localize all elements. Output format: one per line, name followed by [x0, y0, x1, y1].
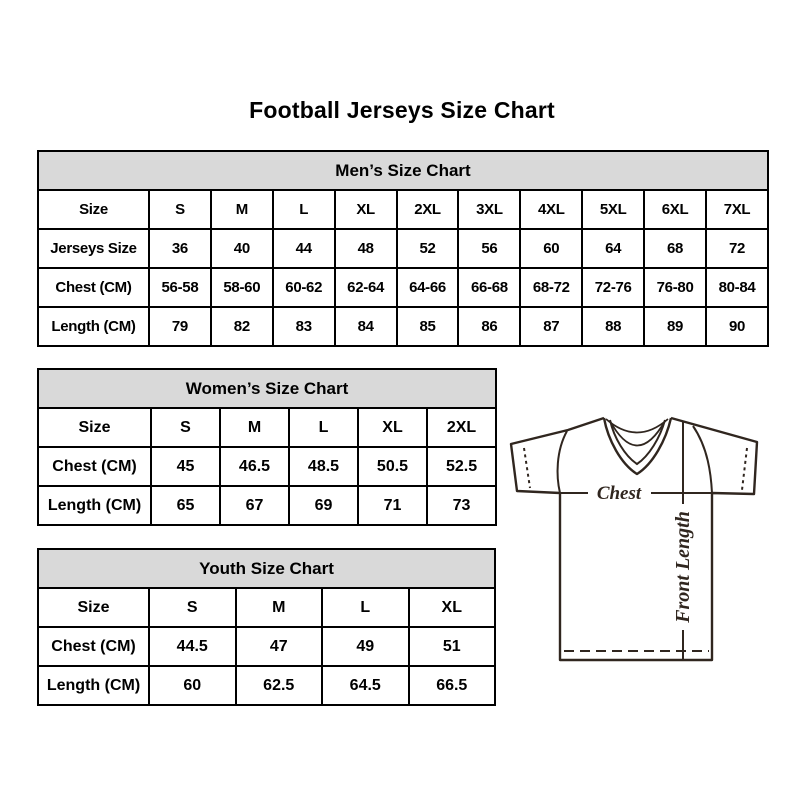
data-cell: 72: [706, 229, 768, 268]
data-cell: 66.5: [409, 666, 496, 705]
data-cell: 44.5: [149, 627, 236, 666]
data-cell: 89: [644, 307, 706, 346]
data-cell: 60-62: [273, 268, 335, 307]
data-cell: 88: [582, 307, 644, 346]
row-header-cell: Length (CM): [38, 486, 151, 525]
data-cell: 69: [289, 486, 358, 525]
table-title-row: [38, 549, 495, 588]
table-row: [38, 486, 496, 525]
data-cell: 71: [358, 486, 427, 525]
data-cell: 68: [644, 229, 706, 268]
data-cell: 76-80: [644, 268, 706, 307]
table-row: [38, 588, 495, 627]
size-table: [37, 368, 497, 526]
data-cell: 48.5: [289, 447, 358, 486]
table-title-row: [38, 369, 496, 408]
data-cell: M: [220, 408, 289, 447]
data-cell: 56-58: [149, 268, 211, 307]
jersey-measurement-diagram: [504, 406, 770, 668]
data-cell: 58-60: [211, 268, 273, 307]
table-title: Men’s Size Chart: [38, 151, 768, 190]
data-cell: 48: [335, 229, 397, 268]
data-cell: 46.5: [220, 447, 289, 486]
data-cell: 2XL: [397, 190, 459, 229]
row-header-cell: Length (CM): [38, 666, 149, 705]
data-cell: S: [151, 408, 220, 447]
data-cell: 84: [335, 307, 397, 346]
size-table: [37, 548, 496, 706]
data-cell: 80-84: [706, 268, 768, 307]
row-header-cell: Size: [38, 408, 151, 447]
data-cell: XL: [409, 588, 496, 627]
data-cell: 49: [322, 627, 409, 666]
table-title: Women’s Size Chart: [38, 369, 496, 408]
data-cell: 72-76: [582, 268, 644, 307]
data-cell: 87: [520, 307, 582, 346]
row-header-cell: Chest (CM): [38, 447, 151, 486]
data-cell: 6XL: [644, 190, 706, 229]
data-cell: 68-72: [520, 268, 582, 307]
data-cell: 44: [273, 229, 335, 268]
data-cell: XL: [335, 190, 397, 229]
size-table: [37, 150, 769, 347]
data-cell: 66-68: [458, 268, 520, 307]
data-cell: 52: [397, 229, 459, 268]
data-cell: 47: [236, 627, 323, 666]
data-cell: 64-66: [397, 268, 459, 307]
data-cell: 82: [211, 307, 273, 346]
row-header-cell: Jerseys Size: [38, 229, 149, 268]
data-cell: 60: [149, 666, 236, 705]
table-row: [38, 229, 768, 268]
data-cell: 50.5: [358, 447, 427, 486]
data-cell: 52.5: [427, 447, 496, 486]
data-cell: S: [149, 190, 211, 229]
table-row: [38, 190, 768, 229]
data-cell: L: [322, 588, 409, 627]
data-cell: 65: [151, 486, 220, 525]
data-cell: 64.5: [322, 666, 409, 705]
left-armhole-seam: [558, 431, 567, 493]
data-cell: 60: [520, 229, 582, 268]
right-cuff-seam-dashed: [742, 448, 747, 490]
table-row: [38, 268, 768, 307]
data-cell: 7XL: [706, 190, 768, 229]
page-title: Football Jerseys Size Chart: [249, 97, 555, 123]
data-cell: 62.5: [236, 666, 323, 705]
row-header-cell: Chest (CM): [38, 268, 149, 307]
data-cell: M: [211, 190, 273, 229]
table-row: [38, 307, 768, 346]
youth-size-chart-table: [37, 548, 496, 706]
row-header-cell: Size: [38, 588, 149, 627]
data-cell: 40: [211, 229, 273, 268]
data-cell: 56: [458, 229, 520, 268]
data-cell: 3XL: [458, 190, 520, 229]
jersey-outline: [511, 418, 757, 660]
data-cell: 45: [151, 447, 220, 486]
data-cell: 2XL: [427, 408, 496, 447]
right-armhole-seam: [693, 426, 712, 493]
table-row: [38, 666, 495, 705]
left-cuff-seam-dashed: [524, 448, 530, 488]
data-cell: 5XL: [582, 190, 644, 229]
data-cell: M: [236, 588, 323, 627]
data-cell: 85: [397, 307, 459, 346]
data-cell: 79: [149, 307, 211, 346]
row-header-cell: Size: [38, 190, 149, 229]
data-cell: 83: [273, 307, 335, 346]
womens-size-chart-table: [37, 368, 497, 526]
mens-size-chart-table: [37, 150, 769, 347]
table-row: [38, 447, 496, 486]
data-cell: 67: [220, 486, 289, 525]
table-row: [38, 627, 495, 666]
data-cell: 86: [458, 307, 520, 346]
chest-measure-label: Chest: [596, 483, 642, 504]
data-cell: L: [273, 190, 335, 229]
data-cell: 36: [149, 229, 211, 268]
data-cell: 73: [427, 486, 496, 525]
data-cell: 51: [409, 627, 496, 666]
data-cell: L: [289, 408, 358, 447]
front-length-measure-label: Front Length: [672, 511, 694, 623]
data-cell: 62-64: [335, 268, 397, 307]
data-cell: 4XL: [520, 190, 582, 229]
table-title: Youth Size Chart: [38, 549, 495, 588]
table-title-row: [38, 151, 768, 190]
data-cell: 64: [582, 229, 644, 268]
data-cell: 90: [706, 307, 768, 346]
data-cell: S: [149, 588, 236, 627]
row-header-cell: Chest (CM): [38, 627, 149, 666]
data-cell: XL: [358, 408, 427, 447]
table-row: [38, 408, 496, 447]
row-header-cell: Length (CM): [38, 307, 149, 346]
